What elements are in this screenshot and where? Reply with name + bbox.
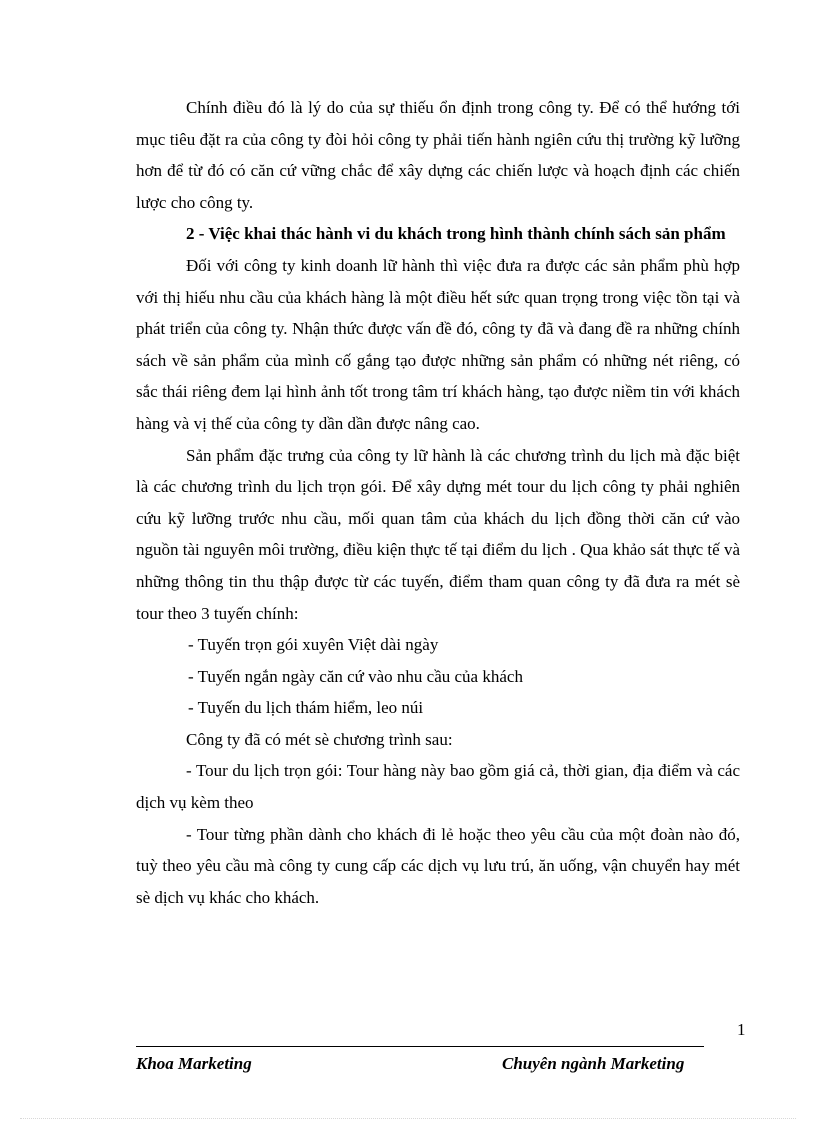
footer-major: Chuyên ngành Marketing — [502, 1054, 685, 1073]
paragraph-intro: Chính điều đó là lý do của sự thiếu ổn định trong công ty. Để có thể hướng tới mục tiêu đặt ra của công ty đòi hỏi công ty phải tiến hành ngiên cứu thị trường kỹ lưỡng hơn để từ đó có căn cứ vững chắc để xây dựng các chiến lược và hoạch định các chiến lược cho công ty. — [136, 98, 740, 212]
document-body — [136, 92, 740, 913]
list-item-route: - Tuyến trọn gói xuyên Việt dài ngày — [188, 635, 439, 655]
list-item-route: - Tuyến ngắn ngày căn cứ vào nhu cầu của khách — [188, 666, 523, 686]
paragraph-tour-programs: Sản phẩm đặc trưng của công ty lữ hành là các chương trình du lịch mà đặc biệt là các chương trình du lịch trọn gói. Để xây dựng mét tour du lịch công ty phải nghiên cứu kỹ lưỡng trước nhu cầu, mối quan tâm của khách du lịch đồng thời căn cứ vào nguồn tài nguyên môi trường, điều kiện thực tế tại điểm du lịch . Qua khảo sát thực tế và những thông tin thu thập được từ các tuyến, điểm tham quan công ty đã đưa ra mét sè tour theo 3 tuyến chính: — [136, 445, 740, 623]
page-bottom-divider — [20, 1118, 796, 1119]
paragraph-product-policy: Đối với công ty kinh doanh lữ hành thì việc đưa ra được các sản phẩm phù hợp với thị hiếu nhu cầu của khách hàng là một điều hết sức quan trọng trong việc tồn tại và phát triển của công ty. Nhận thức được vấn đề đó, công ty đã và đang đề ra những chính sách về sản phẩm của mình cố gắng tạo được những sản phẩm có những nét riêng, có sắc thái riêng đem lại hình ảnh tốt trong tâm trí khách hàng, tạo được niềm tin với khách hàng và vị thế của công ty dần dần được nâng cao. — [136, 255, 740, 433]
page-number: 1 — [737, 1020, 746, 1039]
footer-divider — [136, 1046, 704, 1047]
section-heading: 2 - Việc khai thác hành vi du khách trong hình thành chính sách sản phẩm — [186, 224, 726, 244]
paragraph-programs-intro: Công ty đã có mét sè chương trình sau: — [186, 729, 453, 749]
footer-faculty: Khoa Marketing — [136, 1054, 252, 1073]
paragraph-package-tour: - Tour du lịch trọn gói: Tour hàng này bao gồm giá cả, thời gian, địa điểm và các dịch vụ kèm theo — [136, 761, 740, 813]
list-item-route: - Tuyến du lịch thám hiểm, leo núi — [188, 698, 424, 718]
paragraph-partial-tour: - Tour từng phần dành cho khách đi lẻ hoặc theo yêu cầu của một đoàn nào đó, tuỳ theo yêu cầu mà công ty cung cấp các dịch vụ lưu trú, ăn uống, vận chuyển hay mét sè dịch vụ khác cho khách. — [136, 824, 740, 907]
